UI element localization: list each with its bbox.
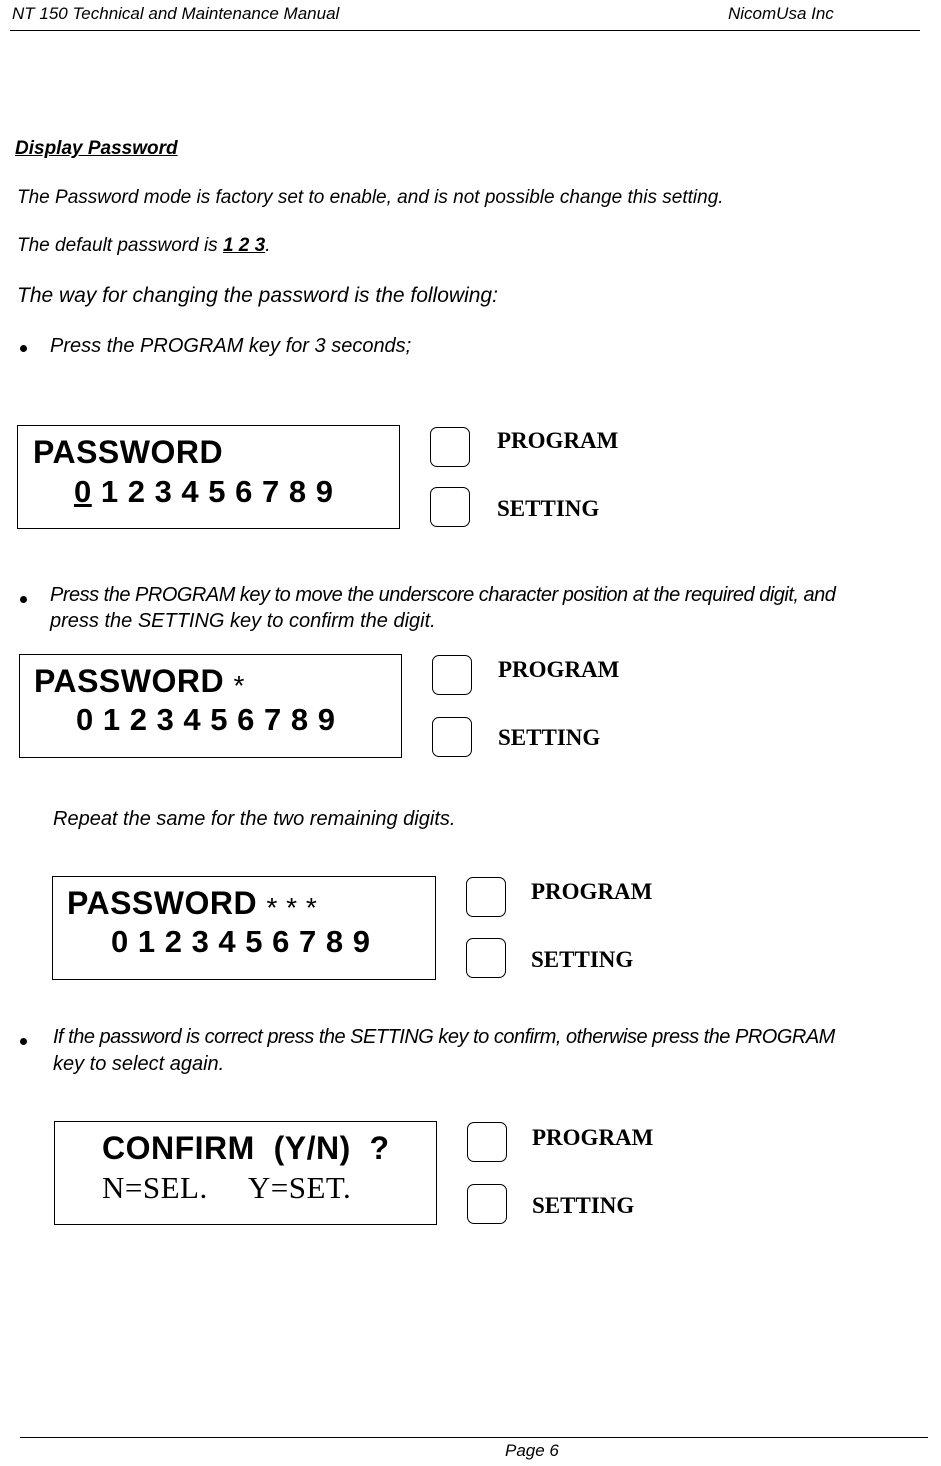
lcd-digits: 1 2 3 4 5 6 7 8 9 (91, 474, 334, 509)
lcd-display-confirm (54, 1121, 437, 1225)
lcd-line2: N=SEL. Y=SET. (102, 1170, 352, 1205)
lcd-digits: 1 2 3 4 5 6 7 8 9 (93, 702, 336, 737)
page-number: Page 6 (505, 1441, 559, 1460)
bullet-confirm-password: If the password is correct press the SETTING key to confirm, otherwise press the PROGRAM (53, 1026, 835, 1048)
manual-title: NT 150 Technical and Maintenance Manual (12, 4, 340, 23)
program-key[interactable] (430, 427, 470, 467)
lcd-cursor-digit: 0 (76, 702, 94, 737)
program-key-label: PROGRAM (531, 879, 653, 904)
program-key[interactable] (467, 1122, 507, 1162)
program-key-label: PROGRAM (497, 428, 619, 453)
program-key-label: PROGRAM (532, 1125, 654, 1150)
lcd-line2 (76, 702, 335, 738)
lcd-line2 (74, 474, 333, 510)
setting-key[interactable] (430, 487, 470, 527)
bullet-move-underscore-cont: press the SETTING key to confirm the digit. (50, 610, 436, 632)
setting-key-label: SETTING (497, 496, 600, 521)
default-password-prefix: The default password is (17, 235, 223, 256)
setting-key[interactable] (466, 938, 506, 978)
header-rule (10, 30, 920, 31)
program-key[interactable] (432, 655, 472, 695)
lcd-cursor-digit: 0 (74, 474, 92, 509)
lcd-cursor-digit: 0 (111, 924, 129, 959)
bullet-dot (20, 1038, 27, 1045)
setting-key[interactable] (432, 717, 472, 757)
paragraph-default-password (17, 235, 271, 257)
lcd-line1 (67, 885, 317, 924)
lcd-line1: CONFIRM (Y/N) ? (102, 1130, 390, 1166)
lcd-display-password (17, 425, 400, 529)
paragraph-factory-setting: The Password mode is factory set to enable, and is not possible change this setting. (17, 187, 724, 208)
footer-rule (20, 1437, 928, 1438)
lcd-stars: * (233, 670, 245, 701)
setting-key-label: SETTING (498, 725, 601, 750)
lcd-line1-text: PASSWORD (34, 663, 225, 699)
default-password-value: 1 2 3 (222, 235, 266, 256)
paragraph-change-intro: The way for changing the password is the following: (17, 284, 498, 307)
lcd-display-password-one-digit (19, 654, 402, 758)
default-password-suffix: . (265, 235, 271, 256)
section-title: Display Password (15, 138, 178, 159)
lcd-line2 (111, 924, 370, 960)
lcd-line1: PASSWORD (33, 434, 224, 470)
setting-key-label: SETTING (531, 947, 634, 972)
bullet-move-underscore: Press the PROGRAM key to move the underscore character position at the required digit, and (50, 584, 836, 606)
lcd-digits: 1 2 3 4 5 6 7 8 9 (128, 924, 371, 959)
repeat-note: Repeat the same for the two remaining digits. (53, 808, 456, 830)
bullet-confirm-password-cont: key to select again. (53, 1053, 225, 1075)
bullet-dot (20, 596, 27, 603)
bullet-dot (20, 345, 27, 352)
company-name: NicomUsa Inc (728, 4, 834, 23)
bullet-press-program: Press the PROGRAM key for 3 seconds; (50, 335, 412, 357)
lcd-line1 (34, 663, 245, 702)
setting-key[interactable] (467, 1184, 507, 1224)
setting-key-label: SETTING (532, 1193, 635, 1218)
lcd-display-password-three-digits (52, 876, 436, 980)
lcd-line1-text: PASSWORD (67, 885, 258, 921)
lcd-stars: * * * (266, 892, 318, 923)
program-key[interactable] (466, 877, 506, 917)
program-key-label: PROGRAM (498, 657, 620, 682)
